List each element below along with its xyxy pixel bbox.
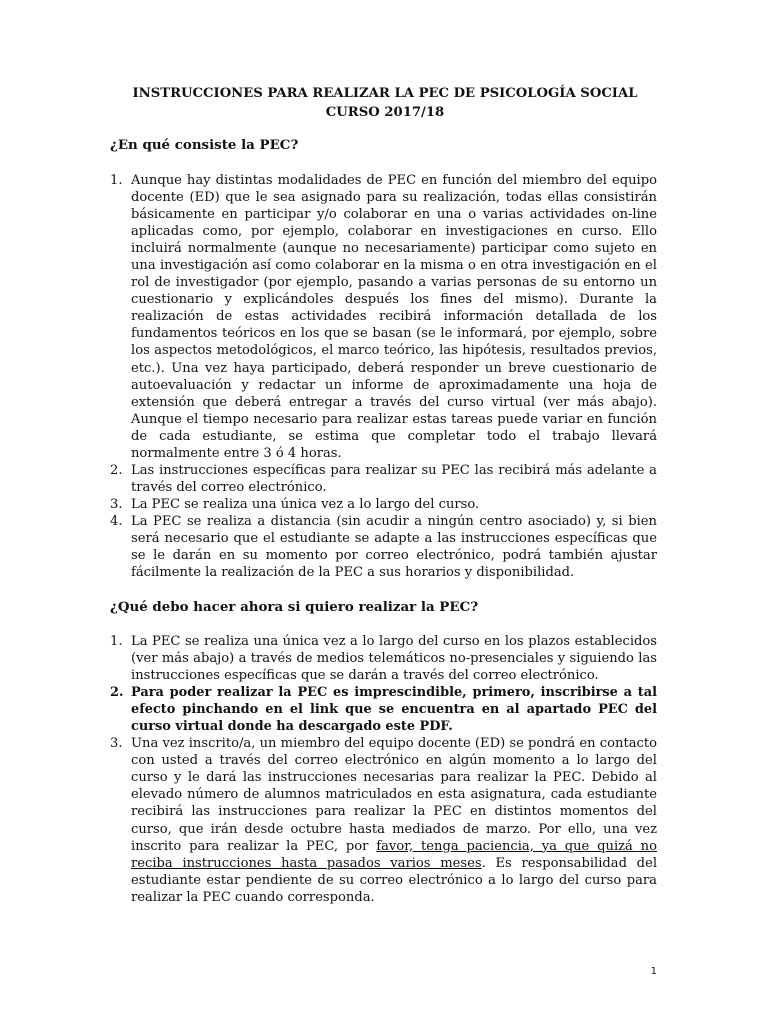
list-item: [110, 172, 657, 462]
list-item-number: 1.: [110, 634, 123, 649]
list-item-text-end: . Es responsabilidad del estudiante estar pendiente de su correo electrónico a lo largo del curso para realizar la PEC cuando corresponda.: [131, 855, 658, 905]
list-item-number: 4.: [110, 513, 123, 529]
underlined-notice: favor, tenga paciencia, ya que quizá no reciba instrucciones hasta pasados varios meses: [131, 838, 657, 871]
list-item-text: La PEC se realiza a distancia (sin acudir a ningún centro asociado) y, si bien será necesario que el estudiante se adapte a las instrucciones específicas que se le darán en su momento por correo electrónico, podrá también ajustar fácilmente la realización de la PEC a sus horarios y disponibilidad.: [131, 513, 657, 581]
list-item: [110, 513, 657, 581]
document-title: [110, 84, 660, 122]
list-item: [110, 633, 657, 684]
list-item-number: 2.: [110, 685, 124, 701]
list-item-text-start: Una vez inscrito/a, un miembro del equipo docente (ED) se pondrá en contacto con usted a través del correo electrónico en algún momento a lo largo del curso y le dará las instrucciones necesarias para realizar la PEC. Debido al elevado número de alumnos matriculados en esta asignatura, cada estudiante recibirá las instrucciones para realizar la PEC en distintos momentos del curso, que irán desde octubre hasta mediados de marzo. Por ello, una vez inscrito para realizar la PEC, por: [131, 736, 657, 854]
list-item-number: 3.: [110, 496, 123, 512]
title-line-1: INSTRUCCIONES PARA REALIZAR LA PEC DE PSICOLOGÍA SOCIAL: [132, 86, 638, 101]
list-item-number: 1.: [110, 173, 123, 188]
list-item-text: Aunque hay distintas modalidades de PEC en función del miembro del equipo docente (ED) que le sea asignado para su realización, todas ellas consistirán básicamente en participar y/o colaborar en una o varias actividades on-line aplicadas como, por ejemplo, colaborar en investigaciones en curso. Ello incluirá normalmente (aunque no necesariamente) participar como sujeto en una investigación así como colaborar en la misma o en otra investigación en el rol de investigador (por ejemplo, pasando a varias personas de su entorno un cuestionario y explicándoles después los fines del mismo). Durante la realización de estas actividades recibirá información detallada de los fundamentos teóricos en los que se basan (se le informará, por ejemplo, sobre los aspectos metodológicos, el marco teórico, las hipótesis, resultados previos, etc.). Una vez haya participado, deberá responder un breve cuestionario de autoevaluación y redactar un informe de aproximadamente una hoja de extensión que deberá entregar a través del curso virtual (ver más abajo). Aunque el tiempo necesario para realizar estas tareas puede variar en función de cada estudiante, se estima que completar todo el trabajo llevará normalmente entre 3 ó 4 horas.: [131, 173, 657, 461]
title-line-2: CURSO 2017/18: [325, 105, 445, 120]
section-2-heading: ¿Qué debo hacer ahora si quiero realizar la PEC?: [110, 599, 479, 615]
page-number: 1: [650, 966, 657, 977]
list-item: [110, 496, 657, 513]
section-2-list: [110, 633, 657, 906]
section-1-list: [110, 172, 657, 581]
section-1-heading: ¿En qué consiste la PEC?: [110, 137, 299, 153]
list-item: [110, 684, 657, 735]
list-item-number: 2.: [110, 462, 123, 478]
list-item-number: 3.: [110, 736, 123, 752]
list-item: [110, 462, 657, 496]
list-item-text: Para poder realizar la PEC es imprescindible, primero, inscribirse a tal efecto pinchando en el link que se encuentra en al apartado PEC del curso virtual donde ha descargado este PDF.: [131, 685, 657, 735]
list-item-text: Las instrucciones específicas para realizar su PEC las recibirá más adelante a través del correo electrónico.: [131, 462, 657, 495]
list-item-text: La PEC se realiza una única vez a lo largo del curso.: [131, 496, 480, 512]
list-item: [110, 735, 657, 905]
list-item-text: La PEC se realiza una única vez a lo largo del curso en los plazos establecidos (ver más abajo) a través de medios telemáticos no-presenciales y siguiendo las instrucciones específicas que se darán a través del correo electrónico.: [131, 634, 657, 684]
